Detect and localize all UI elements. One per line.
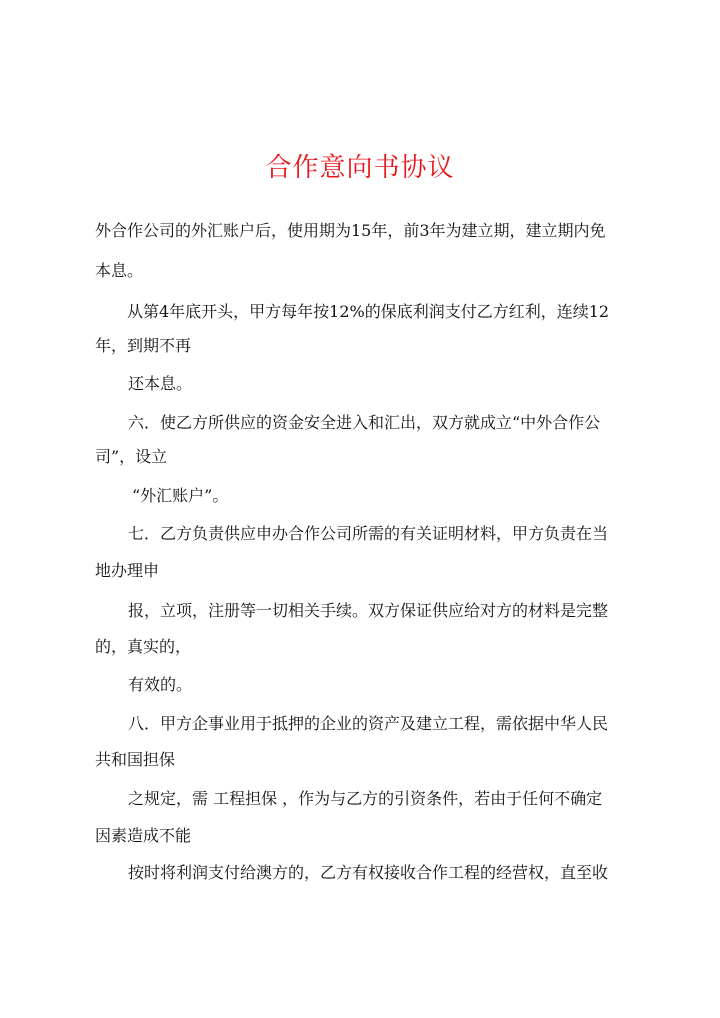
body-line-9: 七．乙方负责供应申办合作公司所需的有关证明材料，甲方负责在当 — [128, 524, 609, 543]
body-line-10: 地办理申 — [95, 561, 160, 580]
body-line-12: 的，真实的， — [95, 637, 192, 656]
body-line-17: 因素造成不能 — [95, 826, 192, 845]
body-line-7: 司”，设立 — [95, 447, 168, 466]
body-line-8: “外汇账户”。 — [132, 486, 229, 505]
body-line-11: 报，立项，注册等一切相关手续。双方保证供应给对方的材料是完整 — [128, 601, 609, 620]
body-line-18: 按时将利润支付给澳方的，乙方有权接收合作工程的经营权，直至收 — [128, 863, 609, 882]
body-line-14: 八．甲方企事业用于抵押的企业的资产及建立工程，需依据中华人民 — [128, 714, 609, 733]
body-line-1: 外合作公司的外汇账户后，使用期为15年，前3年为建立期，建立期内免 — [95, 221, 606, 240]
body-line-13: 有效的。 — [128, 675, 193, 694]
body-line-5: 还本息。 — [128, 374, 193, 393]
body-line-2: 本息。 — [95, 261, 144, 280]
body-line-6: 六．使乙方所供应的资金安全进入和汇出，双方就成立“中外合作公 — [128, 413, 601, 432]
body-line-15: 共和国担保 — [95, 750, 176, 769]
page-title: 合作意向书协议 — [265, 153, 455, 183]
body-line-16: 之规定，需 工程担保 ，作为与乙方的引资条件，若由于任何不确定 — [128, 789, 603, 808]
body-line-3: 从第4年底开头，甲方每年按12%的保底利润支付乙方红利，连续12 — [127, 302, 610, 321]
body-line-4: 年，到期不再 — [95, 336, 192, 355]
